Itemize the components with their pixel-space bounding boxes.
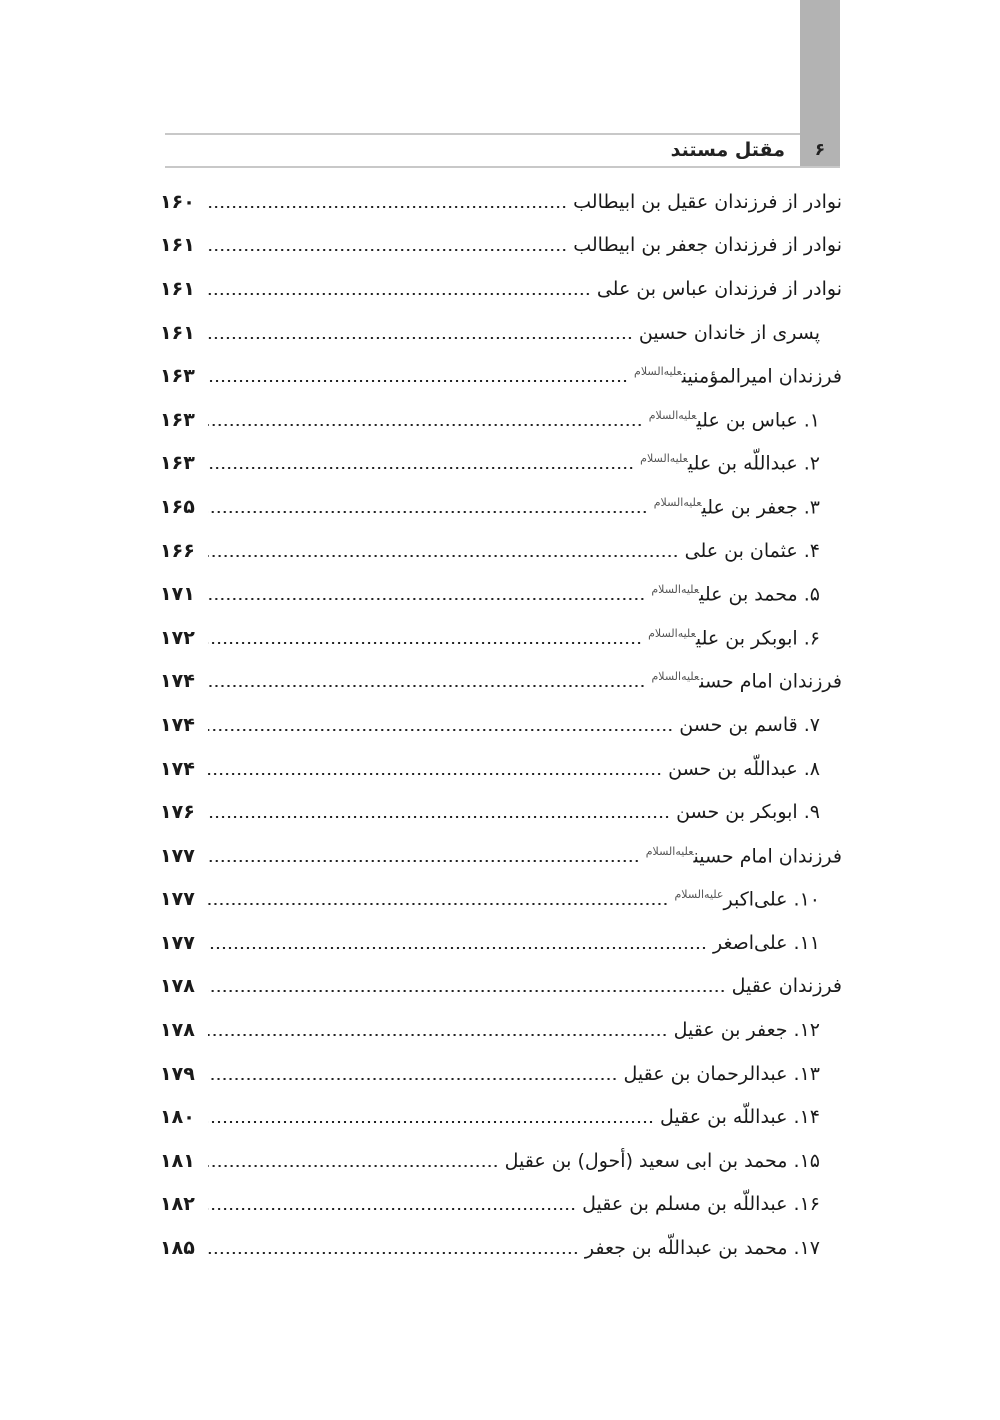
- honorific-mark: علیه‌السلام: [645, 844, 694, 858]
- toc-entry-page: ۱۷۴: [160, 670, 195, 693]
- page-number: ۶: [814, 140, 826, 160]
- toc-entry-page: ۱۸۵: [160, 1237, 195, 1260]
- book-title: مقتل مستند: [670, 139, 785, 161]
- honorific-mark: علیه‌السلام: [640, 452, 688, 466]
- dot-leader: [208, 249, 567, 251]
- dot-leader: [208, 467, 634, 469]
- toc-entry[interactable]: [160, 1008, 842, 1052]
- dot-leader: [208, 424, 643, 426]
- toc-entry-title-text: ۱۷. محمد بن عبداللّه بن جعفر: [584, 1237, 820, 1260]
- toc-entry-page: ۱۷۸: [160, 1019, 195, 1042]
- toc-entry-title: [726, 975, 842, 997]
- toc-entry-title: [628, 365, 842, 387]
- toc-entry[interactable]: [160, 1226, 842, 1270]
- toc-entry-title: [668, 1019, 820, 1041]
- toc-entry-title: [591, 278, 842, 300]
- honorific-mark: علیه‌السلام: [653, 495, 702, 509]
- toc-entry[interactable]: [160, 834, 842, 878]
- toc-entry-title: [579, 1237, 820, 1259]
- honorific-mark: علیه‌السلام: [634, 365, 682, 378]
- toc-entry[interactable]: [160, 703, 842, 747]
- toc-entry[interactable]: [160, 921, 842, 965]
- toc-entry[interactable]: [160, 180, 842, 224]
- toc-entry-title: [643, 409, 820, 431]
- toc-entry-title-text: ۷. قاسم بن حسن: [679, 713, 820, 736]
- toc-entry-page: ۱۸۲: [160, 1193, 195, 1216]
- toc-entry-page: ۱۷۴: [160, 757, 195, 780]
- dot-leader: [208, 903, 668, 905]
- toc-entry[interactable]: [160, 747, 842, 791]
- toc-entry[interactable]: [160, 660, 842, 704]
- toc-entry[interactable]: [160, 442, 842, 486]
- toc-entry-page: ۱۶۵: [160, 495, 195, 518]
- toc-entry-title-text: ۱۲. جعفر بن عقیل: [673, 1019, 820, 1042]
- dot-leader: [208, 1165, 499, 1167]
- toc-entry-title: [670, 801, 820, 823]
- toc-entry-title: [648, 496, 820, 518]
- honorific-mark: علیه‌السلام: [648, 408, 697, 422]
- toc-entry-title: [618, 1063, 820, 1085]
- toc-entry-title-text: ۱۰. علی‌اکبر: [723, 888, 820, 911]
- honorific-mark: علیه‌السلام: [651, 582, 700, 596]
- toc-entry-title-text: ۲. عبداللّه بن علی: [687, 452, 820, 475]
- toc-entry-title-text: ۱۵. محمد بن ابی سعید (أحول) بن عقیل: [504, 1149, 820, 1172]
- toc-entry-title-text: ۵. محمد بن علی: [699, 583, 820, 606]
- toc-entry-page: ۱۶۰: [160, 190, 195, 213]
- dot-leader: [208, 380, 628, 382]
- dot-leader: [208, 598, 645, 600]
- toc-entry-title: [499, 1150, 820, 1172]
- dot-leader: [208, 511, 648, 513]
- header-divider-bottom: [165, 166, 840, 168]
- dot-leader: [208, 685, 645, 687]
- dot-leader: [208, 1034, 668, 1036]
- toc-entry-page: ۱۷۷: [160, 931, 195, 954]
- honorific-mark: علیه‌السلام: [651, 670, 700, 684]
- toc-entry-title: [576, 1193, 820, 1215]
- toc-entry[interactable]: [160, 398, 842, 442]
- toc-entry-title: [567, 234, 842, 256]
- toc-entry-title: [642, 627, 820, 649]
- toc-entry-title-text: ۱۴. عبداللّه بن عقیل: [660, 1106, 820, 1129]
- toc-entry-page: ۱۷۴: [160, 713, 195, 736]
- dot-leader: [208, 293, 591, 295]
- toc-entry-title-text: فرزندان امام حسن: [699, 670, 842, 693]
- toc-entry[interactable]: [160, 572, 842, 616]
- toc-entry-title: [668, 888, 820, 910]
- toc-entry-page: ۱۶۳: [160, 452, 195, 475]
- toc-entry-page: ۱۶۳: [160, 365, 195, 388]
- toc-entry-page: ۱۶۱: [160, 234, 195, 257]
- table-of-contents: [160, 180, 842, 1270]
- toc-entry-page: ۱۶۱: [160, 277, 195, 300]
- toc-entry[interactable]: [160, 485, 842, 529]
- toc-entry-title: [645, 670, 842, 692]
- toc-entry-title-text: فرزندان عقیل: [731, 975, 842, 998]
- toc-entry-title: [662, 758, 820, 780]
- toc-entry-title: [679, 540, 820, 562]
- dot-leader: [208, 990, 726, 992]
- toc-entry-title-text: فرزندان امام حسین: [693, 844, 842, 867]
- toc-entry[interactable]: [160, 1139, 842, 1183]
- toc-entry-title-text: فرزندان امیرالمؤمنین: [681, 365, 842, 388]
- toc-entry[interactable]: [160, 1183, 842, 1227]
- toc-entry-title: [640, 845, 842, 867]
- toc-entry-page: ۱۶۳: [160, 408, 195, 431]
- dot-leader: [208, 555, 679, 557]
- dot-leader: [208, 1252, 579, 1254]
- toc-entry-page: ۱۷۲: [160, 626, 195, 649]
- toc-entry-page: ۱۷۷: [160, 888, 195, 911]
- toc-entry-title-text: ۴. عثمان بن علی: [684, 539, 820, 562]
- toc-entry-title-text: ۱۳. عبدالرحمان بن عقیل: [623, 1062, 820, 1085]
- dot-leader: [208, 642, 642, 644]
- header-divider-top: [165, 133, 800, 135]
- toc-entry-title: [633, 322, 820, 344]
- toc-entry-title: [654, 1106, 820, 1128]
- toc-entry-title: [645, 583, 820, 605]
- honorific-mark: علیه‌السلام: [648, 626, 696, 640]
- toc-entry-title: [634, 452, 820, 474]
- dot-leader: [208, 816, 670, 818]
- toc-entry[interactable]: [160, 311, 842, 355]
- toc-entry[interactable]: [160, 878, 842, 922]
- toc-entry-page: ۱۷۸: [160, 975, 195, 998]
- toc-entry[interactable]: [160, 529, 842, 573]
- toc-entry-title: [707, 932, 820, 954]
- dot-leader: [208, 947, 707, 949]
- toc-entry[interactable]: [160, 1095, 842, 1139]
- toc-entry[interactable]: [160, 965, 842, 1009]
- toc-entry-page: ۱۸۰: [160, 1106, 195, 1129]
- toc-entry-page: ۱۸۱: [160, 1149, 195, 1172]
- dot-leader: [208, 337, 633, 339]
- toc-entry-title-text: پسری از خاندان حسین: [638, 321, 820, 344]
- dot-leader: [208, 1121, 654, 1123]
- toc-entry-page: ۱۷۱: [160, 583, 195, 606]
- toc-entry-title-text: ۶. ابوبکر بن علی: [695, 626, 820, 649]
- dot-leader: [208, 206, 567, 208]
- toc-entry-title: [673, 714, 820, 736]
- toc-entry-title-text: ۹. ابوبکر بن حسن: [676, 801, 820, 824]
- honorific-mark: علیه‌السلام: [674, 888, 724, 902]
- toc-entry-title-text: ۸. عبداللّه بن حسن: [668, 757, 820, 780]
- toc-entry-page: ۱۷۹: [160, 1062, 195, 1085]
- toc-entry-title: [567, 191, 842, 213]
- toc-entry-title-text: ۱۱. علی‌اصغر: [712, 931, 820, 954]
- toc-entry-page: ۱۶۶: [160, 539, 195, 562]
- toc-entry-title-text: ۱۶. عبداللّه بن مسلم بن عقیل: [582, 1193, 820, 1216]
- dot-leader: [208, 1208, 576, 1210]
- dot-leader: [208, 860, 640, 862]
- toc-entry-title-text: ۱. عباس بن علی: [696, 408, 820, 431]
- toc-entry-title-text: نوادر از فرزندان عقیل بن ابیطالب: [573, 190, 842, 213]
- toc-entry[interactable]: [160, 1052, 842, 1096]
- toc-entry-title-text: نوادر از فرزندان عباس بن علی: [596, 277, 842, 300]
- toc-entry[interactable]: [160, 354, 842, 398]
- dot-leader: [208, 773, 662, 775]
- toc-entry-page: ۱۶۱: [160, 321, 195, 344]
- toc-entry[interactable]: [160, 224, 842, 268]
- toc-entry-page: ۱۷۷: [160, 844, 195, 867]
- toc-entry[interactable]: [160, 267, 842, 311]
- toc-entry[interactable]: [160, 616, 842, 660]
- toc-entry[interactable]: [160, 790, 842, 834]
- toc-entry-title-text: نوادر از فرزندان جعفر بن ابیطالب: [573, 234, 842, 257]
- toc-entry-title-text: ۳. جعفر بن علی: [701, 496, 820, 519]
- dot-leader: [208, 729, 673, 731]
- toc-entry-page: ۱۷۶: [160, 801, 195, 824]
- dot-leader: [208, 1078, 618, 1080]
